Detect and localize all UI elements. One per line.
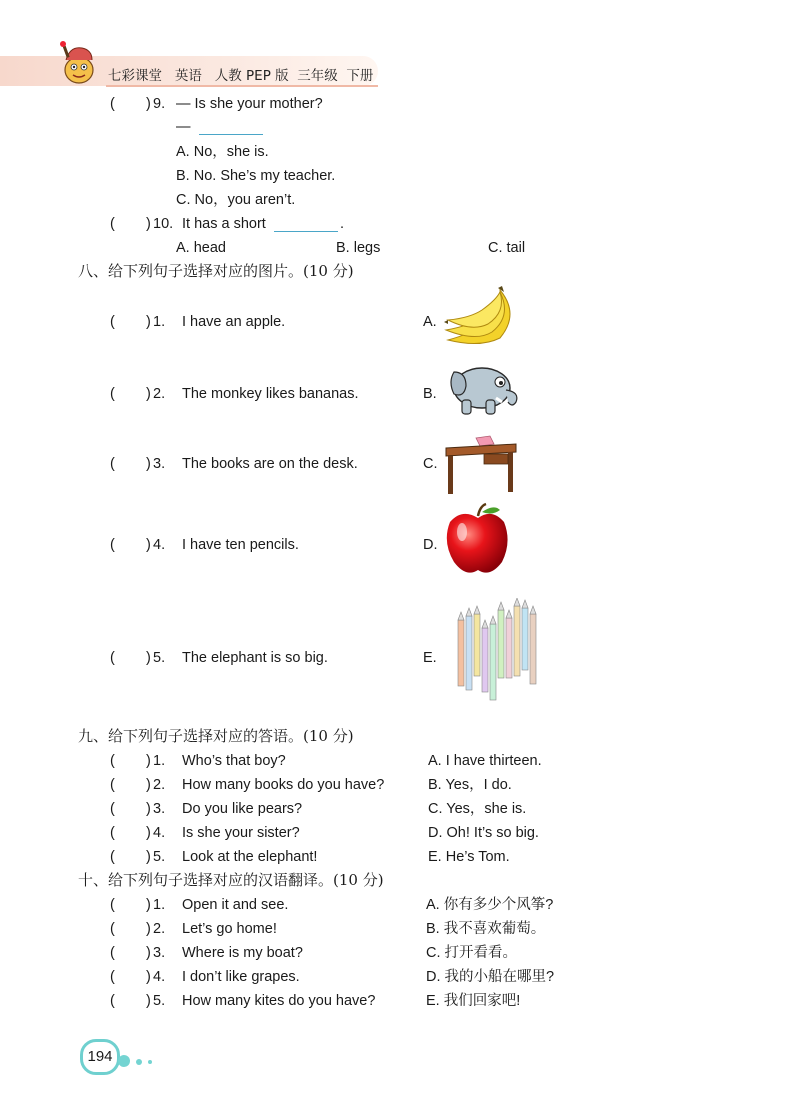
answer-paren-open: ( <box>110 777 115 793</box>
answer-paren-open: ( <box>110 537 115 553</box>
answer-paren-close[interactable]: ) <box>146 993 151 1009</box>
question-period: . <box>340 216 345 232</box>
decor-dot <box>118 1055 130 1067</box>
option-b: B. No. She’s my teacher. <box>176 168 336 184</box>
question-number: 3. <box>153 945 166 961</box>
answer-paren-close[interactable]: ) <box>146 456 151 472</box>
apple-icon <box>442 502 512 578</box>
answer-paren-close[interactable]: ) <box>146 537 151 553</box>
sentence: Who’s that boy? <box>182 753 286 769</box>
answer-paren-open: ( <box>110 456 115 472</box>
answer-paren-close[interactable]: ) <box>146 753 151 769</box>
answer-paren-close[interactable]: ) <box>146 825 151 841</box>
mascot-icon <box>56 40 102 86</box>
header-divider <box>106 85 378 87</box>
picture-letter: E. <box>423 650 437 666</box>
translation-option: B. 我不喜欢葡萄。 <box>426 921 546 937</box>
answer-paren-open: ( <box>110 993 115 1009</box>
sentence: I have an apple. <box>182 314 286 330</box>
question-number: 10. <box>153 216 174 232</box>
question-number: 4. <box>153 969 166 985</box>
reply-option: C. Yes，she is. <box>428 801 527 817</box>
answer-paren-close[interactable]: ) <box>146 314 151 330</box>
answer-paren-close[interactable]: ) <box>146 216 151 232</box>
picture-letter: A. <box>423 314 437 330</box>
question-number: 9. <box>153 96 166 112</box>
answer-paren-open: ( <box>110 314 115 330</box>
volume: 下册 <box>346 68 374 84</box>
answer-paren-open: ( <box>110 216 115 232</box>
section-title: 八、给下列句子选择对应的图片。(10 分) <box>78 262 354 280</box>
sentence: Where is my boat? <box>182 945 303 961</box>
sentence: I have ten pencils. <box>182 537 299 553</box>
translation-option: C. 打开看看。 <box>426 945 518 961</box>
edition: 人教 PEP 版 <box>214 68 289 84</box>
subject: 英语 <box>174 68 202 84</box>
option-a: A. head <box>176 240 226 256</box>
answer-paren-open: ( <box>110 897 115 913</box>
question-number: 1. <box>153 753 166 769</box>
sentence: Do you like pears? <box>182 801 303 817</box>
question-number: 5. <box>153 993 166 1009</box>
answer-blank[interactable] <box>199 122 263 135</box>
answer-paren-close[interactable]: ) <box>146 969 151 985</box>
pencils-icon <box>448 598 544 710</box>
sentence: The monkey likes bananas. <box>182 386 359 402</box>
sentence: How many books do you have? <box>182 777 385 793</box>
sentence: The books are on the desk. <box>182 456 358 472</box>
sentence: The elephant is so big. <box>182 650 328 666</box>
desk-icon <box>444 434 518 496</box>
answer-paren-open: ( <box>110 921 115 937</box>
question-number: 2. <box>153 921 166 937</box>
answer-paren-open: ( <box>110 650 115 666</box>
answer-paren-close[interactable]: ) <box>146 96 151 112</box>
question-number: 4. <box>153 825 166 841</box>
sentence: Open it and see. <box>182 897 289 913</box>
page-number: 194 <box>80 1039 120 1075</box>
answer-paren-open: ( <box>110 825 115 841</box>
dialog-dash: — <box>176 119 191 135</box>
question-number: 2. <box>153 777 166 793</box>
translation-option: D. 我的小船在哪里? <box>426 969 555 985</box>
sentence: Let’s go home! <box>182 921 277 937</box>
answer-paren-close[interactable]: ) <box>146 650 151 666</box>
elephant-icon <box>446 358 524 418</box>
option-c: C. No，you aren’t. <box>176 192 296 208</box>
answer-paren-close[interactable]: ) <box>146 921 151 937</box>
reply-option: A. I have thirteen. <box>428 753 542 769</box>
option-a: A. No，she is. <box>176 144 269 160</box>
question-number: 5. <box>153 650 166 666</box>
reply-option: E. He’s Tom. <box>428 849 510 865</box>
answer-paren-open: ( <box>110 849 115 865</box>
answer-paren-close[interactable]: ) <box>146 897 151 913</box>
sentence: Look at the elephant! <box>182 849 318 865</box>
banana-icon <box>440 284 524 348</box>
answer-paren-open: ( <box>110 801 115 817</box>
answer-paren-close[interactable]: ) <box>146 801 151 817</box>
sentence: I don’t like grapes. <box>182 969 300 985</box>
question-number: 5. <box>153 849 166 865</box>
question-number: 2. <box>153 386 166 402</box>
answer-paren-open: ( <box>110 386 115 402</box>
reply-option: B. Yes，I do. <box>428 777 512 793</box>
question-text: It has a short <box>182 216 266 232</box>
answer-paren-close[interactable]: ) <box>146 777 151 793</box>
answer-paren-open: ( <box>110 969 115 985</box>
question-text: — Is she your mother? <box>176 96 323 112</box>
answer-paren-close[interactable]: ) <box>146 386 151 402</box>
question-number: 1. <box>153 314 166 330</box>
answer-paren-close[interactable]: ) <box>146 945 151 961</box>
option-b: B. legs <box>336 240 381 256</box>
grade: 三年级 <box>297 68 338 84</box>
question-number: 3. <box>153 801 166 817</box>
section-title: 十、给下列句子选择对应的汉语翻译。(10 分) <box>78 871 384 889</box>
translation-option: E. 我们回家吧! <box>426 993 521 1009</box>
decor-dot <box>136 1059 142 1065</box>
picture-letter: D. <box>423 537 438 553</box>
answer-paren-open: ( <box>110 945 115 961</box>
question-number: 4. <box>153 537 166 553</box>
sentence: Is she your sister? <box>182 825 300 841</box>
sentence: How many kites do you have? <box>182 993 376 1009</box>
answer-blank[interactable] <box>274 219 338 232</box>
reply-option: D. Oh! It’s so big. <box>428 825 539 841</box>
book-title: 七彩课堂 <box>108 68 162 84</box>
section-title: 九、给下列句子选择对应的答语。(10 分) <box>78 727 354 745</box>
question-number: 1. <box>153 897 166 913</box>
answer-paren-open: ( <box>110 753 115 769</box>
picture-letter: C. <box>423 456 438 472</box>
picture-letter: B. <box>423 386 437 402</box>
decor-dot <box>148 1060 152 1064</box>
answer-paren-open: ( <box>110 96 115 112</box>
translation-option: A. 你有多少个风筝? <box>426 897 554 913</box>
question-number: 3. <box>153 456 166 472</box>
answer-paren-close[interactable]: ) <box>146 849 151 865</box>
option-c: C. tail <box>488 240 526 256</box>
